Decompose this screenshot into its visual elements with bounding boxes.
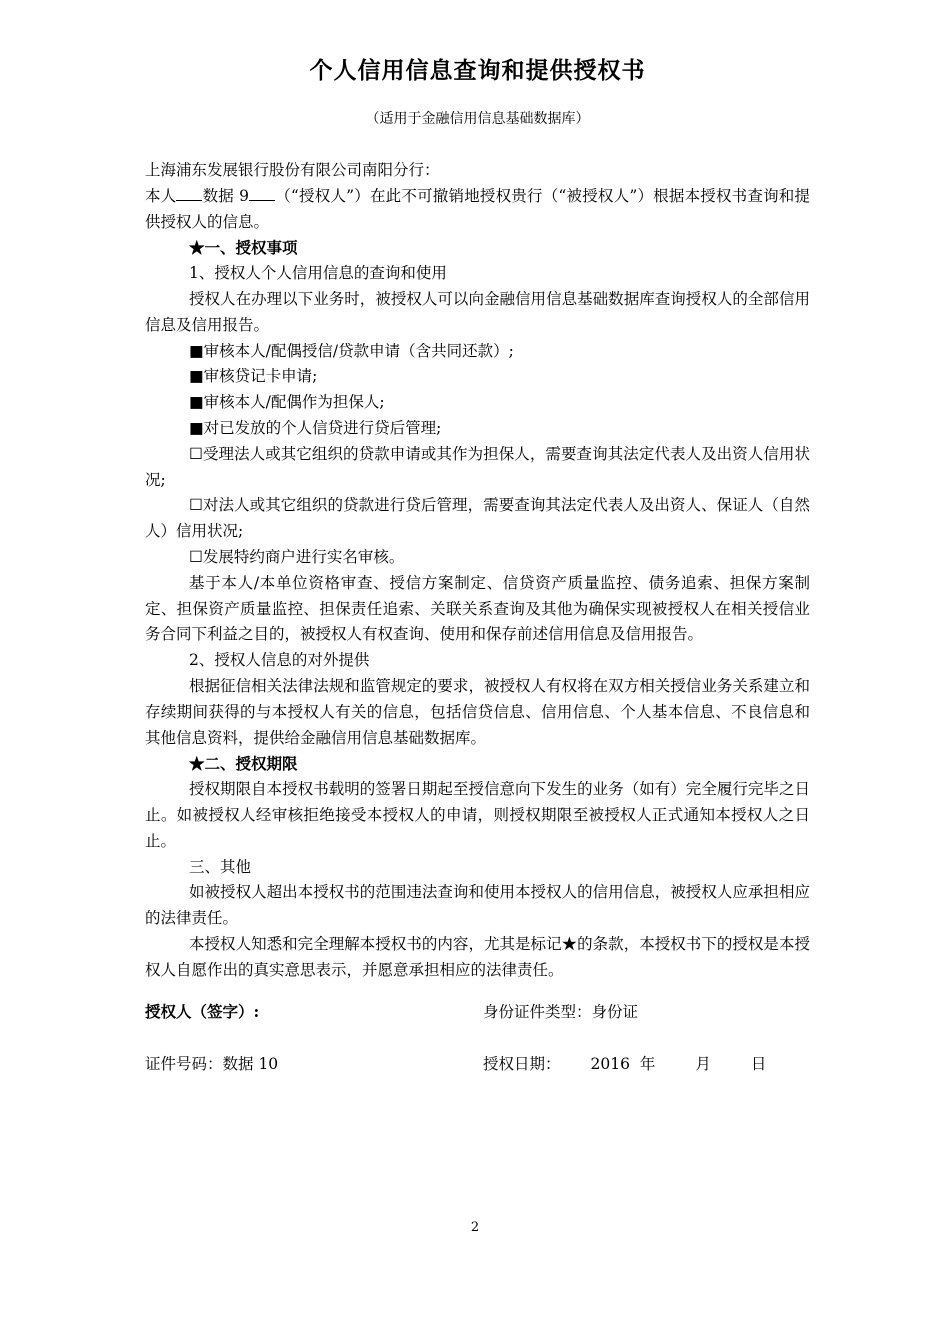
date-label: 授权日期： (483, 1055, 561, 1073)
date-year: 2016 (590, 1055, 630, 1073)
authorization-date (483, 1052, 766, 1074)
checklist-item: ■审核本人/配偶授信/贷款申请（含共同还款）; (189, 341, 514, 360)
id-number (145, 1052, 278, 1074)
id-type-label: 身份证件类型： (483, 1003, 592, 1021)
checklist-item: ☐对法人或其它组织的贷款进行贷后管理，需要查询其法定代表人及出资人、保证人（自然人）信用状况; (145, 496, 810, 541)
signer-label: 授权人（签字）: (145, 1002, 260, 1021)
checklist-item: ■审核贷记卡申请; (189, 367, 318, 386)
checklist-item: ☐发展特约商户进行实名审核。 (189, 547, 405, 566)
date-year-unit: 年 (639, 1055, 656, 1073)
section1-para3: 根据征信相关法律法规和监管规定的要求，被授权人有权将在双方相关授信业务关系建立和存续期间获得的与本授权人有关的信息，包括信贷信息、信用信息、个人基本信息、不良信息和其他信息资料，提供给金融信用信息基础数据库。 (145, 676, 810, 747)
intro-suffix: （“授权人”）在此不可撤销地授权贵行（“被授权人”）根据本授权书查询和提供授权人的信息。 (145, 186, 810, 231)
section3-para1: 如被授权人超出本授权书的范围违法查询和使用本授权人的信用信息，被授权人应承担相应的法律责任。 (145, 883, 810, 928)
id-type-value: 身份证 (591, 1003, 639, 1021)
section1-para2: 基于本人/本单位资格审查、授信方案制定、信贷资产质量监控、债务追索、担保方案制定、担保资产质量监控、担保责任追索、关联关系查询及其他为确保实现被授权人在相关授信业务合同下利益之目的，被授权人有权查询、使用和保存前述信用信息及信用报告。 (145, 573, 810, 644)
checklist-item: ☐受理法人或其它组织的贷款申请或其作为担保人，需要查询其法定代表人及出资人信用状况; (145, 444, 810, 489)
section1-sub1: 1、授权人个人信用信息的查询和使用 (189, 264, 447, 283)
section1-sub2: 2、授权人信息的对外提供 (189, 651, 370, 670)
document-subtitle: （适用于金融信用信息基础数据库） (365, 111, 590, 127)
section3-heading: 三、其他 (189, 857, 252, 876)
section1-heading: ★一、授权事项 (189, 238, 298, 258)
id-number-label: 证件号码： (145, 1055, 223, 1073)
section1-para1: 授权人在办理以下业务时，被授权人可以向金融信用信息基础数据库查询授权人的全部信用信息及信用报告。 (145, 289, 810, 334)
date-month-unit: 月 (695, 1055, 711, 1073)
blank-line (249, 186, 275, 201)
document-body (145, 158, 810, 984)
section3-para2: 本授权人知悉和完全理解本授权书的内容，尤其是标记★的条款，本授权书下的授权是本授权人自愿作出的真实意思表示，并愿意承担相应的法律责任。 (145, 934, 810, 979)
section2-para: 授权期限自本授权书载明的签署日期起至授信意向下发生的业务（如有）完全履行完毕之日止。如被授权人经审核拒绝接受本授权人的申请，则授权期限至被授权人正式通知本授权人之日止。 (145, 780, 810, 850)
blank-line (176, 186, 202, 201)
id-number-value: 数据 10 (222, 1055, 279, 1073)
intro-paragraph (145, 184, 810, 236)
checklist-item: ■对已发放的个人信贷进行贷后管理; (189, 418, 442, 437)
intro-prefix: 本人 (145, 186, 177, 205)
checklist-item: ■审核本人/配偶作为担保人; (189, 393, 385, 412)
addressee: 上海浦东发展银行股份有限公司南阳分行： (145, 161, 440, 179)
page-number: 2 (470, 1220, 480, 1235)
section2-heading: ★二、授权期限 (189, 754, 298, 774)
document-title: 个人信用信息查询和提供授权书 (309, 57, 646, 84)
date-day-unit: 日 (750, 1055, 767, 1073)
id-type (483, 1000, 638, 1022)
authorizer-name: 数据 9 (202, 186, 250, 205)
